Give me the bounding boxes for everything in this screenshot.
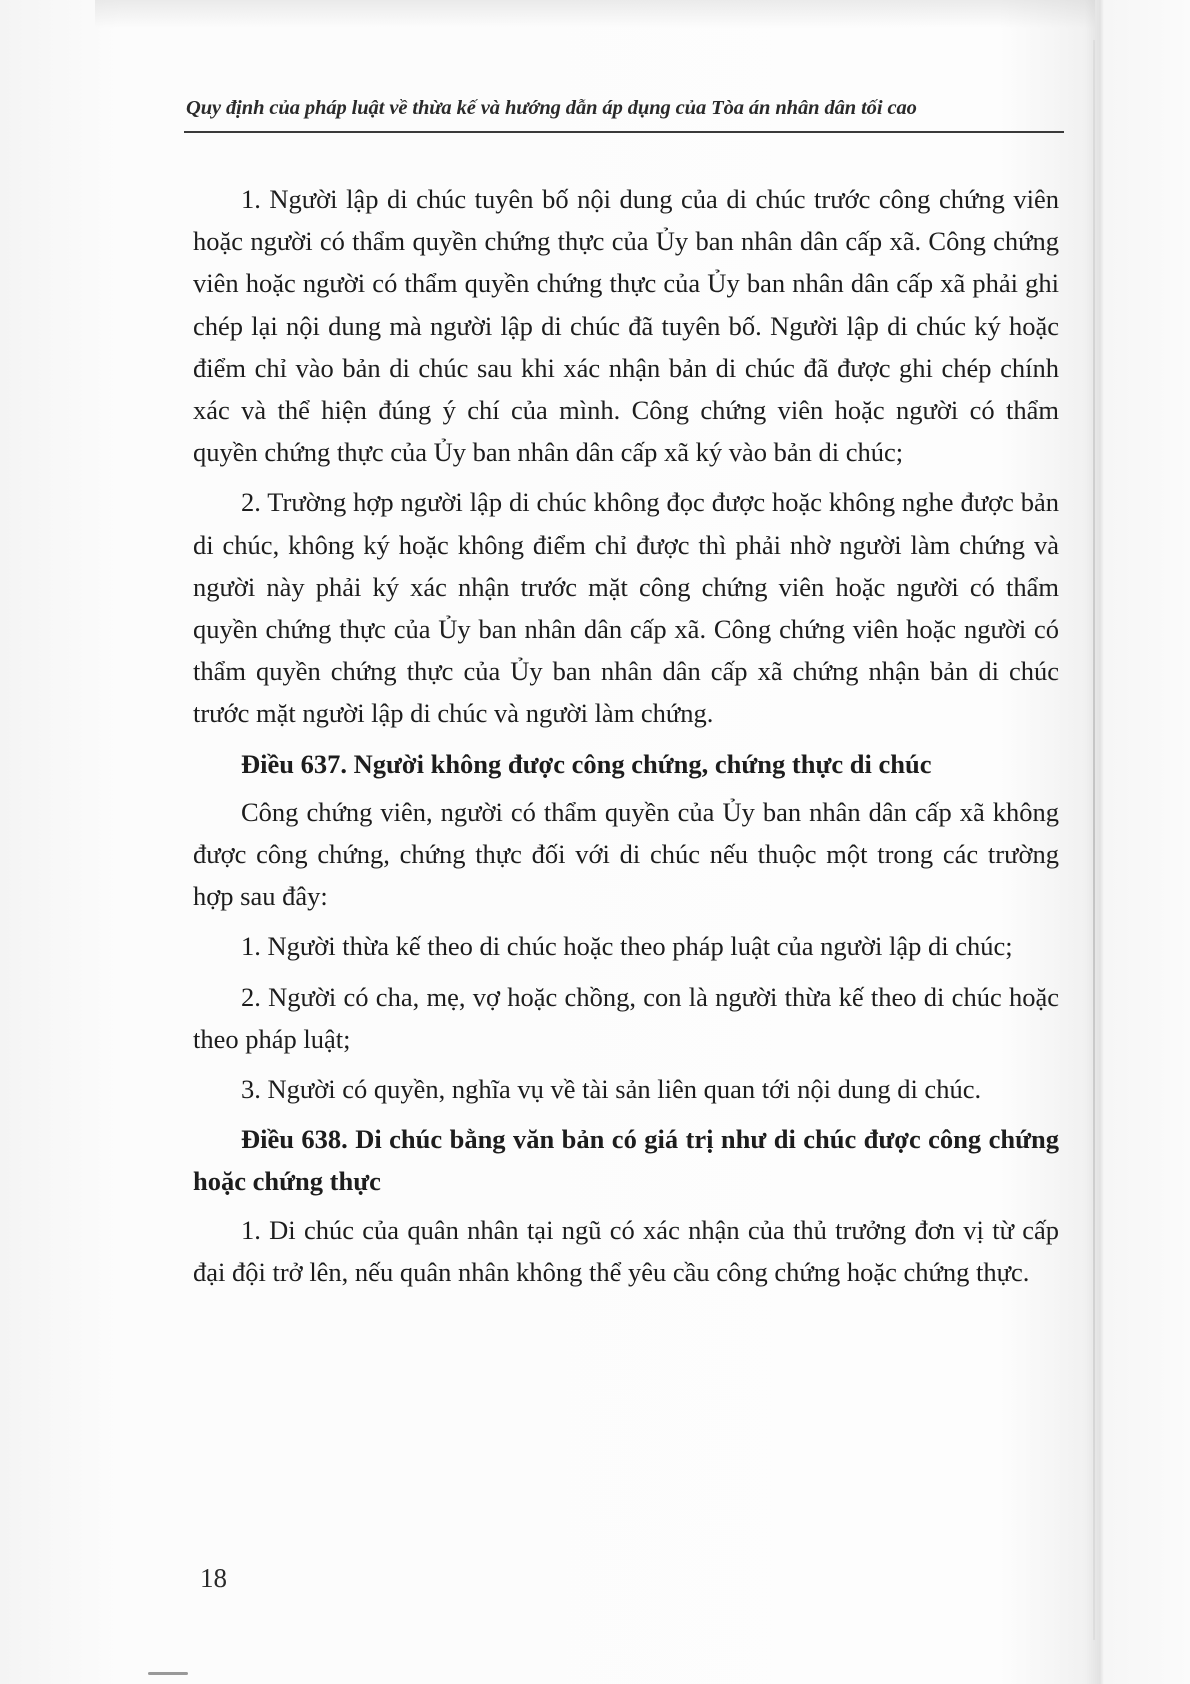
paragraph-5: 2. Người có cha, mẹ, vợ hoặc chồng, con là người thừa kế theo di chúc hoặc theo pháp luật; (193, 981, 1059, 1054)
paragraph-1: 1. Người lập di chúc tuyên bố nội dung của di chúc trước công chứng viên hoặc người có thẩm quyền chứng thực của Ủy ban nhân dân cấp xã. Công chứng viên hoặc người có thẩm quyền chứng thực của Ủy ban nhân dân cấp xã phải ghi chép lại nội dung mà người lập di chúc đã tuyên bố. Người lập di chúc ký hoặc điểm chỉ vào bản di chúc sau khi xác nhận bản di chúc đã được ghi chép chính xác và thể hiện đúng ý chí của mình. Công chứng viên hoặc người có thẩm quyền chứng thực của Ủy ban nhân dân cấp xã ký vào bản di chúc; (193, 184, 1059, 468)
page-body (193, 178, 1059, 1301)
paragraph-7: 1. Di chúc của quân nhân tại ngũ có xác nhận của thủ trưởng đơn vị từ cấp đại đội trở lên, nếu quân nhân không thể yêu cầu công chứng hoặc chứng thực. (193, 1214, 1059, 1287)
scan-mark (148, 1672, 188, 1675)
page-number: 18 (200, 1563, 227, 1593)
header-rule (184, 131, 1064, 133)
paragraph-3: Công chứng viên, người có thẩm quyền của Ủy ban nhân dân cấp xã không được công chứng, chứng thực đối với di chúc nếu thuộc một trong các trường hợp sau đây: (193, 796, 1059, 912)
paragraph-6: 3. Người có quyền, nghĩa vụ về tài sản liên quan tới nội dung di chúc. (241, 1074, 982, 1105)
paragraph-4: 1. Người thừa kế theo di chúc hoặc theo pháp luật của người lập di chúc; (241, 931, 1013, 962)
scan-edge-shadow (95, 0, 1095, 28)
page-edge-line (1093, 40, 1095, 1640)
running-header: Quy định của pháp luật về thừa kế và hướng dẫn áp dụng của Tòa án nhân dân tối cao (186, 97, 917, 119)
paragraph-2: 2. Trường hợp người lập di chúc không đọc được hoặc không nghe được bản di chúc, không ký hoặc không điểm chỉ được thì phải nhờ người làm chứng và người này phải ký xác nhận trước mặt công chứng viên hoặc người có thẩm quyền chứng thực của Ủy ban nhân dân cấp xã. Công chứng viên hoặc người có thẩm quyền chứng thực của Ủy ban nhân dân cấp xã chứng nhận bản di chúc trước mặt người lập di chúc và người làm chứng. (193, 487, 1059, 729)
article-637-heading: Điều 637. Người không được công chứng, chứng thực di chúc (241, 748, 932, 779)
article-638-heading: Điều 638. Di chúc bằng văn bản có giá trị như di chúc được công chứng hoặc chứng thực (193, 1124, 1059, 1197)
